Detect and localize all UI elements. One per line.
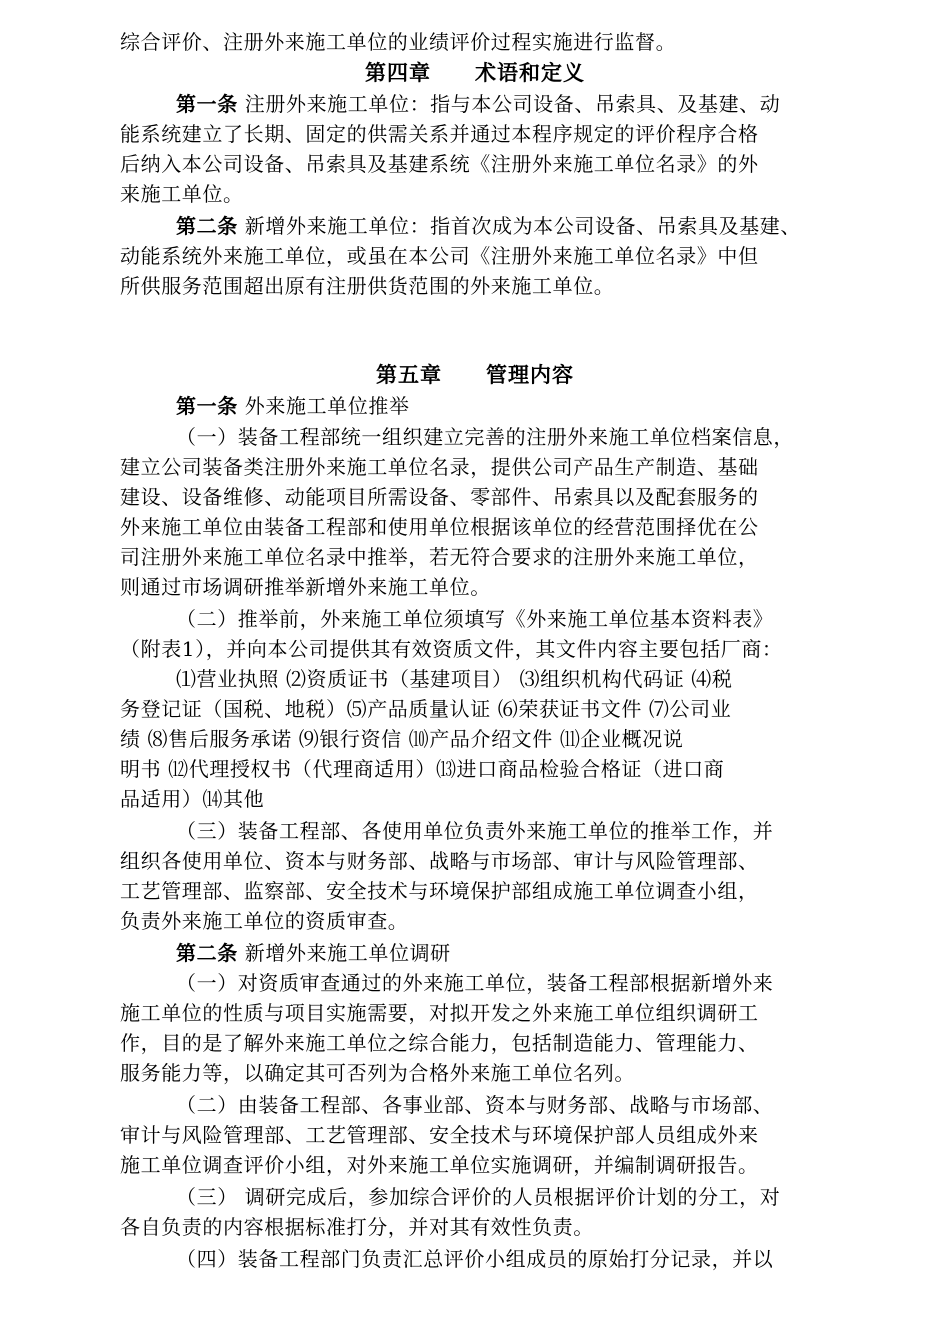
article-line [176, 939, 451, 967]
article-number: 第一条 [176, 394, 238, 418]
chapter-title: 管理内容 [486, 362, 574, 387]
article-text: 新增外来施工单位调研 [237, 941, 451, 965]
paragraph-line: 司注册外来施工单位名录中推举，若无符合要求的注册外来施工单位， [120, 545, 759, 569]
paragraph-line: 组织各使用单位、资本与财务部、战略与市场部、审计与风险管理部、 [120, 849, 759, 873]
chapter-heading [0, 361, 950, 389]
article-text: 注册外来施工单位：指与本公司设备、吊索具、及基建、动 [237, 92, 781, 116]
article-text: 新增外来施工单位：指首次成为本公司设备、吊索具及基建、 [237, 214, 801, 238]
chapter-number: 第五章 [376, 362, 442, 387]
paragraph-line: 明书 ⑿代理授权书（代理商适用）⒀进口商品检验合格证（进口商 [120, 757, 725, 781]
paragraph-line: 服务能力等，以确定其可否列为合格外来施工单位名列。 [120, 1061, 635, 1085]
paragraph-line: 绩 ⑻售后服务承诺 ⑼银行资信 ⑽产品介绍文件 ⑾企业概况说 [120, 727, 684, 751]
paragraph-line: 则通过市场调研推举新增外来施工单位。 [120, 575, 491, 599]
article-line [176, 90, 780, 118]
paragraph-line: 来施工单位。 [120, 182, 244, 206]
paragraph-line: 务登记证（国税、地税）⑸产品质量认证 ⑹荣获证书文件 ⑺公司业 [120, 697, 732, 721]
paragraph-line: （一）对资质审查通过的外来施工单位，装备工程部根据新增外来 [176, 971, 774, 995]
paragraph-line: 施工单位的性质与项目实施需要，对拟开发之外来施工单位组织调研工 [120, 1001, 759, 1025]
paragraph-line: 审计与风险管理部、工艺管理部、安全技术与环境保护部人员组成外来 [120, 1123, 759, 1147]
chapter-title: 术语和定义 [475, 60, 585, 85]
paragraph-line: 各自负责的内容根据标准打分，并对其有效性负责。 [120, 1215, 594, 1239]
chapter-number: 第四章 [365, 60, 431, 85]
paragraph-line: 工艺管理部、监察部、安全技术与环境保护部组成施工单位调查小组， [120, 879, 759, 903]
paragraph-line: 外来施工单位由装备工程部和使用单位根据该单位的经营范围择优在公 [120, 515, 759, 539]
paragraph-line: （三） 调研完成后，参加综合评价的人员根据评价计划的分工，对 [176, 1185, 781, 1209]
article-number: 第二条 [176, 941, 238, 965]
article-line [176, 392, 410, 420]
article-text: 外来施工单位推举 [237, 394, 410, 418]
article-number: 第一条 [176, 92, 238, 116]
paragraph-line: 作，目的是了解外来施工单位之综合能力，包括制造能力、管理能力、 [120, 1031, 759, 1055]
paragraph-line: 施工单位调查评价小组，对外来施工单位实施调研，并编制调研报告。 [120, 1153, 759, 1177]
paragraph-line: 负责外来施工单位的资质审查。 [120, 909, 409, 933]
paragraph-line: （三）装备工程部、各使用单位负责外来施工单位的推举工作，并 [176, 819, 774, 843]
paragraph-line: 建设、设备维修、动能项目所需设备、零部件、吊索具以及配套服务的 [120, 485, 759, 509]
paragraph-line: 后纳入本公司设备、吊索具及基建系统《注册外来施工单位名录》的外 [120, 152, 759, 176]
paragraph-line: 能系统建立了长期、固定的供需关系并通过本程序规定的评价程序合格 [120, 122, 759, 146]
chapter-heading [0, 59, 950, 87]
paragraph-line: ⑴营业执照 ⑵资质证书（基建项目） ⑶组织机构代码证 ⑷税 [176, 667, 733, 691]
paragraph-line: （一）装备工程部统一组织建立完善的注册外来施工单位档案信息， [176, 425, 794, 449]
paragraph-line: 品适用）⒁其他 [120, 787, 265, 811]
paragraph-line: 综合评价、注册外来施工单位的业绩评价过程实施进行监督。 [120, 30, 677, 54]
article-number: 第二条 [176, 214, 238, 238]
article-line [176, 212, 801, 240]
paragraph-line: 建立公司装备类注册外来施工单位名录，提供公司产品生产制造、基础 [120, 455, 759, 479]
paragraph-line: （四）装备工程部门负责汇总评价小组成员的原始打分记录，并以 [176, 1247, 774, 1271]
paragraph-line: （二）由装备工程部、各事业部、资本与财务部、战略与市场部、 [176, 1093, 774, 1117]
paragraph-line: 所供服务范围超出原有注册供货范围的外来施工单位。 [120, 274, 615, 298]
paragraph-line: （二）推举前，外来施工单位须填写《外来施工单位基本资料表》 [176, 607, 774, 631]
paragraph-line: 动能系统外来施工单位，或虽在本公司《注册外来施工单位名录》中但 [120, 244, 759, 268]
paragraph-line: （附表1），并向本公司提供其有效资质文件，其文件内容主要包括厂商： [120, 637, 783, 661]
